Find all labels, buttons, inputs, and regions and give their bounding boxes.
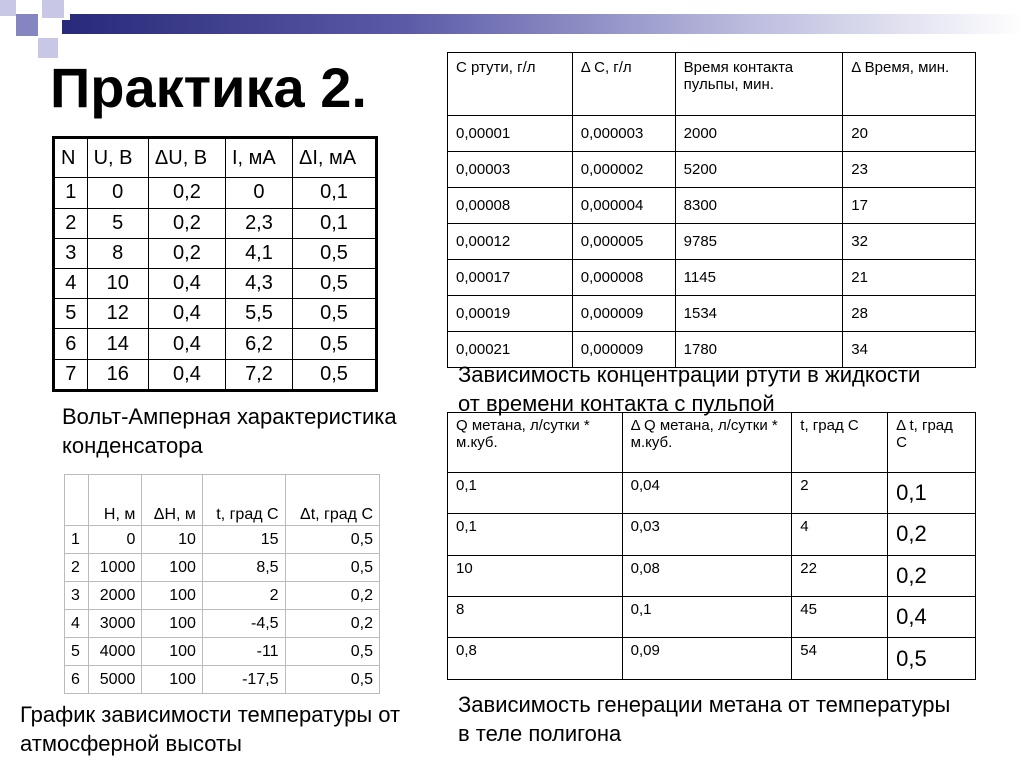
table-cell: 2000 bbox=[89, 582, 142, 610]
header-cell bbox=[65, 475, 89, 526]
table-cell: 12 bbox=[87, 299, 148, 329]
table-cell: 0,2 bbox=[148, 178, 225, 208]
table-cell: 5200 bbox=[675, 152, 843, 188]
table-cell: 4 bbox=[65, 610, 89, 638]
table-row bbox=[448, 296, 976, 332]
table-cell: 8300 bbox=[675, 188, 843, 224]
table-cell: 0,5 bbox=[292, 299, 376, 329]
table-cell: 0,1 bbox=[292, 208, 376, 238]
table-cell: 15 bbox=[202, 526, 285, 554]
table-cell: 0,4 bbox=[148, 329, 225, 359]
table-cell: 10 bbox=[142, 526, 203, 554]
table-row bbox=[448, 514, 976, 555]
table-row bbox=[65, 554, 380, 582]
table-row bbox=[448, 555, 976, 596]
caption-line: График зависимости температуры от bbox=[20, 702, 401, 727]
table-row bbox=[448, 472, 976, 513]
table-cell: 0,00003 bbox=[448, 152, 573, 188]
caption-line: Зависимость концентрации ртути в жидкости bbox=[458, 362, 921, 387]
table-cell: 20 bbox=[843, 116, 976, 152]
table-cell: 1780 bbox=[675, 332, 843, 368]
table-cell: 100 bbox=[142, 554, 203, 582]
table-row bbox=[65, 666, 380, 694]
header-cell: t, град С bbox=[202, 475, 285, 526]
caption-line: Вольт-Амперная характеристика bbox=[62, 404, 397, 429]
decorative-square bbox=[42, 0, 64, 18]
decorative-square bbox=[0, 0, 16, 16]
table-cell: 0,00008 bbox=[448, 188, 573, 224]
header-cell: Время контакта пульпы, мин. bbox=[675, 53, 843, 116]
table-cell: 0,5 bbox=[285, 526, 379, 554]
table-header-row bbox=[448, 413, 976, 473]
table-row bbox=[448, 597, 976, 638]
methane-caption bbox=[458, 690, 950, 748]
table-cell: 1 bbox=[65, 526, 89, 554]
table-cell: 0,00012 bbox=[448, 224, 573, 260]
caption-line: в теле полигона bbox=[458, 721, 622, 746]
table-cell: 17 bbox=[843, 188, 976, 224]
table-cell: 100 bbox=[142, 610, 203, 638]
table-cell: 0 bbox=[225, 178, 292, 208]
table-cell: 1000 bbox=[89, 554, 142, 582]
table-cell: 0,1 bbox=[622, 597, 792, 638]
table-cell: 4 bbox=[792, 514, 888, 555]
methane-table bbox=[447, 412, 976, 680]
caption-line: от времени контакта с пульпой bbox=[458, 391, 775, 416]
decorative-square bbox=[16, 14, 38, 36]
table-cell: 0,04 bbox=[622, 472, 792, 513]
table-cell: 0,08 bbox=[622, 555, 792, 596]
table-cell: 8,5 bbox=[202, 554, 285, 582]
header-cell: N bbox=[54, 138, 88, 178]
header-cell: Δ C, г/л bbox=[572, 53, 675, 116]
header-cell: H, м bbox=[89, 475, 142, 526]
header-cell: C ртути, г/л bbox=[448, 53, 573, 116]
table-cell: 0,2 bbox=[888, 555, 976, 596]
table-cell: 4 bbox=[54, 269, 88, 299]
mercury-table bbox=[447, 52, 976, 368]
table-cell: 0,00019 bbox=[448, 296, 573, 332]
table-cell: 2,3 bbox=[225, 208, 292, 238]
header-cell: I, мА bbox=[225, 138, 292, 178]
table-cell: 7 bbox=[54, 359, 88, 390]
table-row bbox=[54, 329, 377, 359]
header-cell: Δt, град С bbox=[285, 475, 379, 526]
table-row bbox=[448, 152, 976, 188]
table-row bbox=[65, 582, 380, 610]
table-cell: 0,4 bbox=[888, 597, 976, 638]
table-cell: 0,5 bbox=[285, 638, 379, 666]
table-cell: 1145 bbox=[675, 260, 843, 296]
table-cell: 0,000008 bbox=[572, 260, 675, 296]
table-cell: 21 bbox=[843, 260, 976, 296]
vac-table bbox=[52, 136, 378, 392]
table-cell: 0,4 bbox=[148, 299, 225, 329]
table-cell: 0,000002 bbox=[572, 152, 675, 188]
table-row bbox=[54, 269, 377, 299]
table-cell: 0,00017 bbox=[448, 260, 573, 296]
table-cell: -17,5 bbox=[202, 666, 285, 694]
table-cell: 16 bbox=[87, 359, 148, 390]
table-cell: 4000 bbox=[89, 638, 142, 666]
table-cell: 0,03 bbox=[622, 514, 792, 555]
table-cell: 10 bbox=[448, 555, 623, 596]
table-cell: 2 bbox=[54, 208, 88, 238]
table-cell: 0,1 bbox=[292, 178, 376, 208]
table-row bbox=[448, 224, 976, 260]
header-cell: U, В bbox=[87, 138, 148, 178]
header-cell: Δ t, град С bbox=[888, 413, 976, 473]
table-cell: 100 bbox=[142, 638, 203, 666]
table-cell: 6,2 bbox=[225, 329, 292, 359]
table-header-row bbox=[65, 475, 380, 526]
table-cell: 0,5 bbox=[292, 269, 376, 299]
table-cell: 45 bbox=[792, 597, 888, 638]
table-row bbox=[54, 299, 377, 329]
table-cell: 0,5 bbox=[285, 554, 379, 582]
header-cell: Δ Время, мин. bbox=[843, 53, 976, 116]
table-cell: 0,000009 bbox=[572, 332, 675, 368]
page-title: Практика 2. bbox=[50, 56, 367, 119]
table-row bbox=[65, 610, 380, 638]
table-cell: 0,09 bbox=[622, 638, 792, 680]
table-cell: 2 bbox=[792, 472, 888, 513]
table-cell: 0,1 bbox=[448, 472, 623, 513]
table-cell: 34 bbox=[843, 332, 976, 368]
table-cell: 0,2 bbox=[888, 514, 976, 555]
table-row bbox=[65, 638, 380, 666]
vac-caption bbox=[62, 402, 397, 460]
table-cell: 0 bbox=[89, 526, 142, 554]
table-cell: 0,2 bbox=[148, 208, 225, 238]
table-cell: 0,4 bbox=[148, 359, 225, 390]
table-cell: 3 bbox=[54, 238, 88, 268]
table-cell: 2 bbox=[65, 554, 89, 582]
header-cell: t, град С bbox=[792, 413, 888, 473]
header-cell: ΔU, В bbox=[148, 138, 225, 178]
table-cell: 0,5 bbox=[285, 666, 379, 694]
table-cell: 0,00021 bbox=[448, 332, 573, 368]
caption-line: атмосферной высоты bbox=[20, 731, 242, 756]
table-cell: 54 bbox=[792, 638, 888, 680]
table-cell: -4,5 bbox=[202, 610, 285, 638]
table-cell: 5000 bbox=[89, 666, 142, 694]
table-header-row bbox=[54, 138, 377, 178]
table-cell: 0,5 bbox=[292, 238, 376, 268]
table-cell: 0,000003 bbox=[572, 116, 675, 152]
altitude-caption bbox=[20, 700, 400, 758]
table-row bbox=[65, 526, 380, 554]
table-cell: 0,2 bbox=[148, 238, 225, 268]
table-row bbox=[54, 178, 377, 208]
table-cell: 0,000009 bbox=[572, 296, 675, 332]
table-cell: 10 bbox=[87, 269, 148, 299]
table-cell: 3000 bbox=[89, 610, 142, 638]
table-cell: 2000 bbox=[675, 116, 843, 152]
table-cell: 5,5 bbox=[225, 299, 292, 329]
table-cell: 0 bbox=[87, 178, 148, 208]
table-cell: 1 bbox=[54, 178, 88, 208]
table-cell: 100 bbox=[142, 582, 203, 610]
table-cell: 6 bbox=[54, 329, 88, 359]
table-cell: 0,5 bbox=[292, 329, 376, 359]
caption-line: конденсатора bbox=[62, 433, 203, 458]
caption-line: Зависимость генерации метана от температуры bbox=[458, 692, 951, 717]
table-cell: 14 bbox=[87, 329, 148, 359]
table-cell: 0,00001 bbox=[448, 116, 573, 152]
table-cell: 9785 bbox=[675, 224, 843, 260]
header-cell: Δ Q метана, л/сутки * м.куб. bbox=[622, 413, 792, 473]
table-cell: 4,3 bbox=[225, 269, 292, 299]
header-cell: ΔI, мА bbox=[292, 138, 376, 178]
table-cell: 0,4 bbox=[148, 269, 225, 299]
table-row bbox=[448, 116, 976, 152]
table-cell: 0,5 bbox=[292, 359, 376, 390]
table-row bbox=[448, 638, 976, 680]
table-row bbox=[54, 359, 377, 390]
table-cell: 0,5 bbox=[888, 638, 976, 680]
table-cell: 4,1 bbox=[225, 238, 292, 268]
table-cell: 28 bbox=[843, 296, 976, 332]
table-cell: 22 bbox=[792, 555, 888, 596]
table-row bbox=[448, 188, 976, 224]
decorative-header-bar bbox=[70, 14, 1024, 34]
table-cell: 0,000005 bbox=[572, 224, 675, 260]
table-cell: 6 bbox=[65, 666, 89, 694]
table-cell: 7,2 bbox=[225, 359, 292, 390]
table-row bbox=[448, 260, 976, 296]
table-cell: 0,2 bbox=[285, 610, 379, 638]
table-row bbox=[54, 208, 377, 238]
altitude-table bbox=[64, 474, 380, 694]
table-cell: 100 bbox=[142, 666, 203, 694]
table-cell: 8 bbox=[448, 597, 623, 638]
table-cell: 5 bbox=[54, 299, 88, 329]
table-cell: 3 bbox=[65, 582, 89, 610]
mercury-caption bbox=[458, 360, 920, 418]
table-cell: 0,2 bbox=[285, 582, 379, 610]
table-cell: 1534 bbox=[675, 296, 843, 332]
table-cell: 0,1 bbox=[888, 472, 976, 513]
table-row bbox=[54, 238, 377, 268]
table-cell: 8 bbox=[87, 238, 148, 268]
table-cell: 23 bbox=[843, 152, 976, 188]
table-header-row bbox=[448, 53, 976, 116]
table-cell: 5 bbox=[87, 208, 148, 238]
table-cell: 0,1 bbox=[448, 514, 623, 555]
header-cell: Q метана, л/сутки * м.куб. bbox=[448, 413, 623, 473]
table-cell: 0,8 bbox=[448, 638, 623, 680]
table-cell: -11 bbox=[202, 638, 285, 666]
header-cell: ΔH, м bbox=[142, 475, 203, 526]
table-cell: 32 bbox=[843, 224, 976, 260]
table-cell: 5 bbox=[65, 638, 89, 666]
table-cell: 0,000004 bbox=[572, 188, 675, 224]
table-cell: 2 bbox=[202, 582, 285, 610]
